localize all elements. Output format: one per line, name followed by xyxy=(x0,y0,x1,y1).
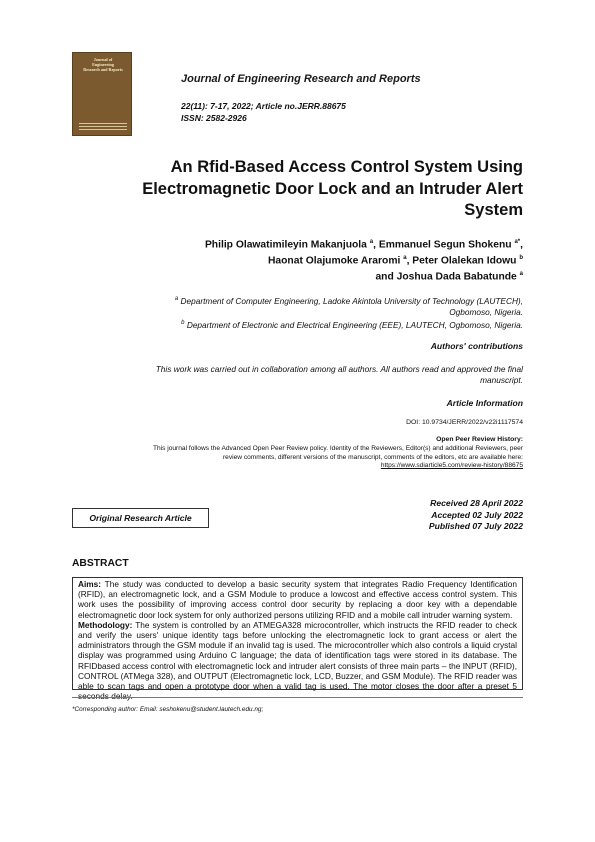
author-affil-marker: b xyxy=(519,254,523,261)
date-published: Published 07 July 2022 xyxy=(428,521,523,531)
date-accepted: Accepted 02 July 2022 xyxy=(431,509,523,520)
contributions-heading: Authors' contributions xyxy=(430,341,523,351)
abstract-methodology: Methodology: The system is controlled by an ATMEGA328 microcontroller, which instructs the RFID reader to check and verify the users' unique identity tags before unlocking the electromagnetic lock to grant access or alert the administrators through the GSM module if an invalid tag is used. The microcontroller which also controls a liquid crystal display was programmed using Arduino C language; the data of identification tags were stored in its database. The RFIDbased access control with electromagnetic lock and intruder alert consists of three main parts – the INPUT (RFID), CONTROL (ATMega 328), and OUTPUT (Electromagnetic lock, LCD, Buzzer, and GSM Module). The RFID reader was able to scan tags and open a prototype door when a valid tag is used. The motor closes the door after a preset 5 seconds delay. xyxy=(78,619,517,702)
author-name: Emmanuel Segun Shokenu xyxy=(378,239,512,251)
author-affil-marker: a* xyxy=(514,239,521,245)
author-name: Philip Olawatimileyin Makanjuola xyxy=(204,239,367,251)
journal-issue-info xyxy=(181,100,346,124)
journal-citation: 22(11): 7-17, 2022; Article no.JERR.88675 xyxy=(181,101,346,111)
author-line: Philip Olawatimileyin Makanjuola $^a$, Emmanuel Segun Shokenu $^{a*}$, xyxy=(204,239,523,251)
affiliation-b: $^b$ Department of Electronic and Electrical Engineering (EEE), LAUTECH, Ogbomoso, Nigeria. xyxy=(181,319,523,330)
journal-issn: ISSN: 2582-2926 xyxy=(181,113,247,123)
affiliation-a-continued: Ogbomoso, Nigeria. xyxy=(449,306,523,317)
journal-name: Journal of Engineering Research and Reports xyxy=(181,73,421,85)
review-history-link[interactable]: https://www.sdiarticle5.com/review-history/88675 xyxy=(380,462,523,470)
abstract-heading: ABSTRACT xyxy=(72,558,129,569)
publication-dates xyxy=(429,498,523,533)
peer-review-heading: Open Peer Review History: xyxy=(436,436,523,443)
article-type-badge: Original Research Article xyxy=(72,508,209,528)
author-name: Peter Olalekan Idowu xyxy=(412,255,517,267)
author-affil-marker: a xyxy=(369,239,374,245)
journal-cover-thumbnail xyxy=(72,52,132,136)
article-info-heading: Article Information xyxy=(446,398,523,408)
cover-title: Journal of Engineering Research and Reports xyxy=(83,57,123,72)
doi: DOI: 10.9734/JERR/2022/v22i1117574 xyxy=(406,419,523,426)
paper-title: An Rfid-Based Access Control System Using Electromagnetic Door Lock and an Intruder Alert System xyxy=(142,158,523,219)
affiliations xyxy=(53,294,523,331)
author-line: Haonat Olajumoke Araromi $^a$, Peter Olalekan Idowu $^b$ xyxy=(267,254,523,267)
date-received: Received 28 April 2022 xyxy=(430,498,523,508)
abstract-aims: Aims: The study was conducted to develop a basic security system that integrates Radio Frequency Identification (RFID), an electromagnetic lock, and a GSM Module to produce a lowcost and effective access control system. This work uses the possibility of improving access control door security by replacing a door key with a dependable electromagnetic door lock system for only authorized persons utilizing RFID and a mobile call intruder warning system. xyxy=(78,579,517,620)
author-list xyxy=(83,236,523,284)
author-affil-marker: a xyxy=(519,270,523,277)
corresponding-author-footnote: *Corresponding author: Email: seshokenu@student.lautech.edu.ng; xyxy=(72,706,264,713)
peer-review-text: This journal follows the Advanced Open Peer Review policy. Identity of the Reviewers, Editor(s) and additional Reviewers, peer review comments, different versions of the manuscript, comments of the editors, etc are available here: https://www.sdiarticle5.com/review-history/88675 xyxy=(152,445,523,470)
contributions-text: This work was carried out in collaboration among all authors. All authors read and approved the final manuscript. xyxy=(155,364,523,386)
author-name: Haonat Olajumoke Araromi xyxy=(267,255,401,267)
abstract-box xyxy=(72,577,523,702)
affiliation-a: $^a$ Department of Computer Engineering, Ladoke Akintola University of Technology (LAUTECH), xyxy=(174,295,523,306)
cover-decoration xyxy=(79,121,127,130)
author-affil-marker: a xyxy=(403,254,407,261)
author-line xyxy=(83,268,523,284)
footnote-divider xyxy=(72,697,523,698)
author-name: and Joshua Dada Babatunde xyxy=(375,271,517,283)
